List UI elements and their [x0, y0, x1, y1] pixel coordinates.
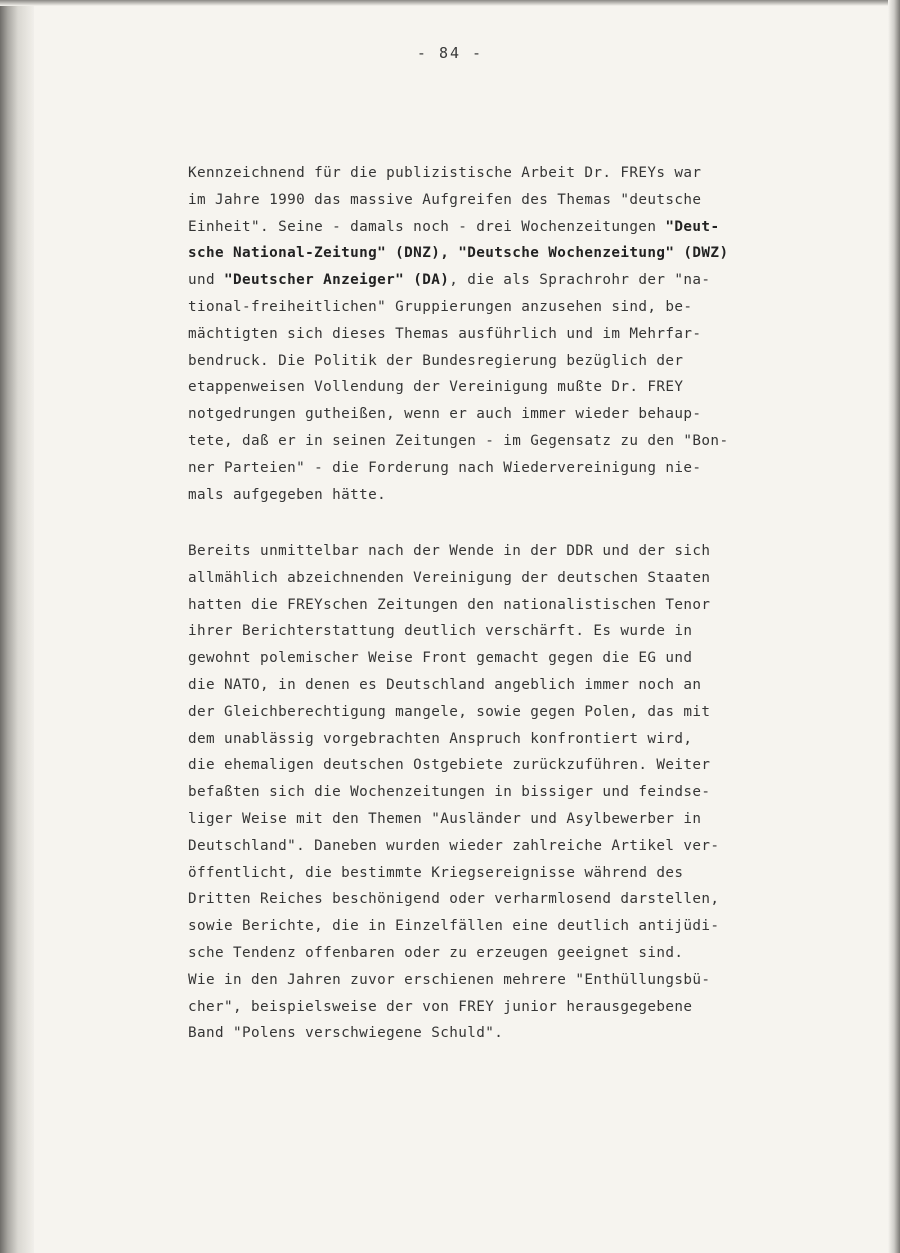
text-line: notgedrungen gutheißen, wenn er auch immer wieder behaup-	[188, 406, 702, 423]
text-line	[188, 240, 848, 267]
text-line: tete, daß er in seinen Zeitungen - im Gegensatz zu den "Bon-	[188, 432, 729, 449]
text-line: cher", beispielsweise der von FREY junior herausgegebene	[188, 998, 693, 1015]
text-line: tional-freiheitlichen" Gruppierungen anzusehen sind, be-	[188, 298, 693, 315]
text-line: Bereits unmittelbar nach der Wende in der DDR und der sich	[188, 543, 711, 559]
text-line: Kennzeichnend für die publizistische Arbeit Dr. FREYs war	[188, 165, 702, 181]
text-line: und "Deutscher Anzeiger" (DA), die als Sprachrohr der "na-	[188, 272, 711, 289]
text-line: der Gleichberechtigung mangele, sowie gegen Polen, das mit	[188, 703, 711, 720]
right-edge-shadow	[888, 0, 900, 1253]
page-number: - 84 -	[416, 44, 484, 62]
text-line: Wie in den Jahren zuvor erschienen mehrere "Enthüllungsbü-	[188, 971, 711, 988]
text-line: ner Parteien" - die Forderung nach Wiedervereinigung nie-	[188, 459, 702, 476]
text-line: im Jahre 1990 das massive Aufgreifen des Themas "deutsche	[188, 191, 702, 208]
text-line: gewohnt polemischer Weise Front gemacht gegen die EG und	[188, 650, 693, 667]
paragraph-1	[188, 160, 848, 508]
text-line: öffentlicht, die bestimmte Kriegsereignisse während des	[188, 864, 684, 881]
newspaper-title-bold: sche National-Zeitung" (DNZ), "Deutsche Wochenzeitung" (DWZ)	[188, 245, 729, 262]
text-line: bendruck. Die Politik der Bundesregierung bezüglich der	[188, 352, 684, 369]
text-line: hatten die FREYschen Zeitungen den nationalistischen Tenor	[188, 596, 711, 613]
text-line: dem unablässig vorgebrachten Anspruch konfrontiert wird,	[188, 730, 693, 747]
text-line: Einheit". Seine - damals noch - drei Wochenzeitungen "Deut-	[188, 218, 720, 235]
text-line: Deutschland". Daneben wurden wieder zahlreiche Artikel ver-	[188, 837, 720, 854]
text-line: die ehemaligen deutschen Ostgebiete zurückzuführen. Weiter	[188, 757, 711, 774]
top-edge-shadow	[0, 0, 900, 6]
text-line: Band "Polens verschwiegene Schuld".	[188, 1025, 504, 1042]
text-line: mächtigten sich dieses Themas ausführlich und im Mehrfar-	[188, 325, 702, 342]
newspaper-title-bold: "Deutscher Anzeiger" (DA)	[224, 272, 450, 289]
text-line: sowie Berichte, die in Einzelfällen eine deutlich antijüdi-	[188, 918, 720, 935]
text-line: sche Tendenz offenbaren oder zu erzeugen geeignet sind.	[188, 944, 684, 961]
text-line: allmählich abzeichnenden Vereinigung der deutschen Staaten	[188, 569, 711, 586]
text-line: befaßten sich die Wochenzeitungen in bissiger und feindse-	[188, 784, 711, 801]
text-line: ihrer Berichterstattung deutlich verschärft. Es wurde in	[188, 623, 693, 640]
text-line: liger Weise mit den Themen "Ausländer und Asylbewerber in	[188, 810, 702, 827]
text-line: mals aufgegeben hätte.	[188, 486, 387, 503]
text-line: etappenweisen Vollendung der Vereinigung mußte Dr. FREY	[188, 379, 684, 396]
text-line: Dritten Reiches beschönigend oder verharmlosend darstellen,	[188, 891, 720, 908]
text-line: die NATO, in denen es Deutschland angeblich immer noch an	[188, 676, 702, 693]
binding-shadow	[0, 0, 34, 1253]
paragraph-2	[188, 538, 848, 1047]
newspaper-title-bold: "Deut-	[665, 218, 720, 235]
